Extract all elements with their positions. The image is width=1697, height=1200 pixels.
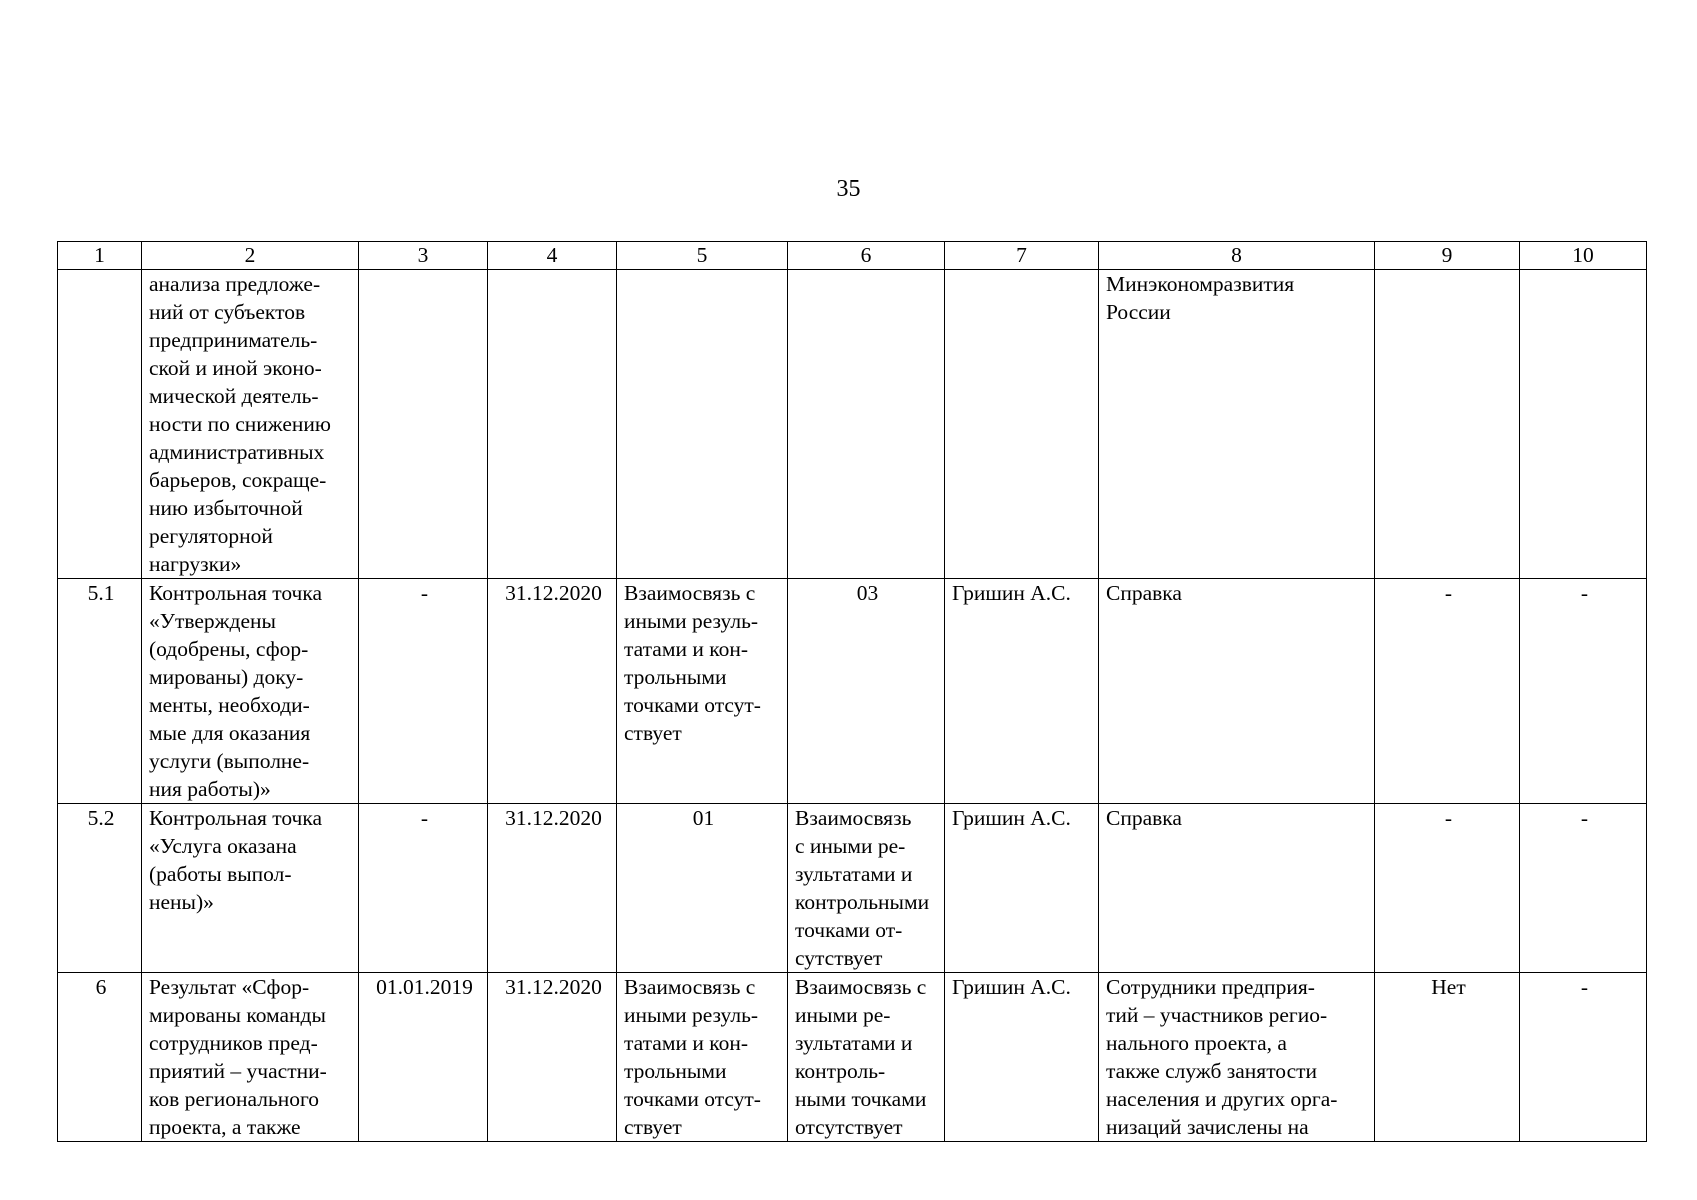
cell-successors: Взаимосвязь с иными ре- зультатами и контроль- ными точками отсутствует bbox=[788, 973, 945, 1142]
cell-col9: - bbox=[1375, 804, 1520, 973]
cell-responsible: Гришин А.С. bbox=[945, 804, 1099, 973]
cell-end-date bbox=[488, 270, 617, 579]
cell-start-date bbox=[359, 270, 488, 579]
cell-name: Контрольная точка «Утверждены (одобрены, сфор- мированы) доку- менты, необходи- мые для оказания услуги (выполне- ния работы)» bbox=[142, 579, 359, 804]
cell-responsible: Гришин А.С. bbox=[945, 579, 1099, 804]
cell-document: Минэкономразвития России bbox=[1099, 270, 1375, 579]
cell-number: 5.1 bbox=[58, 579, 142, 804]
cell-name: Результат «Сфор- мированы команды сотрудников пред- приятий – участни- ков регионального проекта, а также bbox=[142, 973, 359, 1142]
table-row bbox=[58, 973, 1647, 1142]
cell-col9: - bbox=[1375, 579, 1520, 804]
cell-name: анализа предложе- ний от субъектов предприниматель- ской и иной эконо- мической деятель- ности по снижению административных барьеров, сокраще- нию избыточной регуляторной нагрузки» bbox=[142, 270, 359, 579]
cell-col10: - bbox=[1520, 804, 1647, 973]
cell-predecessors: 01 bbox=[617, 804, 788, 973]
header-cell-5: 5 bbox=[617, 242, 788, 270]
header-cell-1: 1 bbox=[58, 242, 142, 270]
table-row bbox=[58, 579, 1647, 804]
table-row bbox=[58, 270, 1647, 579]
plan-table bbox=[57, 241, 1647, 1142]
header-cell-10: 10 bbox=[1520, 242, 1647, 270]
cell-number bbox=[58, 270, 142, 579]
cell-col9: Нет bbox=[1375, 973, 1520, 1142]
cell-document: Сотрудники предприя- тий – участников регио- нального проекта, а также служб занятости населения и других орга- низаций зачислены на bbox=[1099, 973, 1375, 1142]
cell-predecessors: Взаимосвязь с иными резуль- татами и кон- трольными точками отсут- ствует bbox=[617, 579, 788, 804]
header-cell-8: 8 bbox=[1099, 242, 1375, 270]
cell-col10: - bbox=[1520, 579, 1647, 804]
cell-responsible: Гришин А.С. bbox=[945, 973, 1099, 1142]
header-cell-6: 6 bbox=[788, 242, 945, 270]
cell-end-date: 31.12.2020 bbox=[488, 579, 617, 804]
header-cell-4: 4 bbox=[488, 242, 617, 270]
cell-document: Справка bbox=[1099, 804, 1375, 973]
cell-col9 bbox=[1375, 270, 1520, 579]
cell-successors bbox=[788, 270, 945, 579]
header-cell-7: 7 bbox=[945, 242, 1099, 270]
header-row bbox=[58, 242, 1647, 270]
header-cell-2: 2 bbox=[142, 242, 359, 270]
cell-number: 5.2 bbox=[58, 804, 142, 973]
cell-successors: 03 bbox=[788, 579, 945, 804]
cell-start-date: - bbox=[359, 804, 488, 973]
cell-responsible bbox=[945, 270, 1099, 579]
cell-name: Контрольная точка «Услуга оказана (работы выпол- нены)» bbox=[142, 804, 359, 973]
header-cell-9: 9 bbox=[1375, 242, 1520, 270]
cell-predecessors: Взаимосвязь с иными резуль- татами и кон- трольными точками отсут- ствует bbox=[617, 973, 788, 1142]
cell-document: Справка bbox=[1099, 579, 1375, 804]
table-row bbox=[58, 804, 1647, 973]
header-cell-3: 3 bbox=[359, 242, 488, 270]
cell-predecessors bbox=[617, 270, 788, 579]
cell-col10: - bbox=[1520, 973, 1647, 1142]
cell-start-date: - bbox=[359, 579, 488, 804]
cell-end-date: 31.12.2020 bbox=[488, 973, 617, 1142]
cell-number: 6 bbox=[58, 973, 142, 1142]
page-number: 35 bbox=[836, 176, 861, 202]
cell-end-date: 31.12.2020 bbox=[488, 804, 617, 973]
cell-start-date: 01.01.2019 bbox=[359, 973, 488, 1142]
cell-successors: Взаимосвязь с иными ре- зультатами и контрольными точками от- сутствует bbox=[788, 804, 945, 973]
cell-col10 bbox=[1520, 270, 1647, 579]
